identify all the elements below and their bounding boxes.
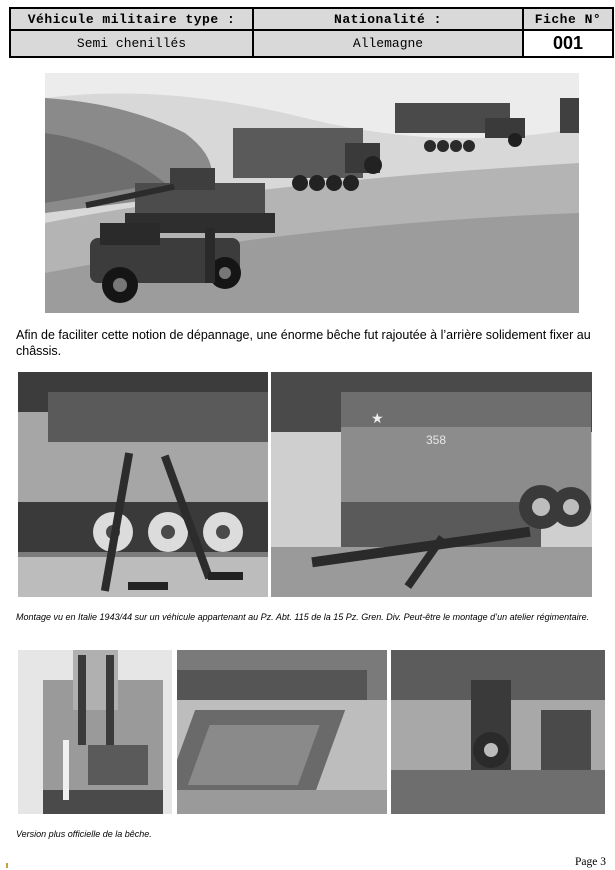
photo-halftrack-rear (271, 372, 592, 597)
caption-official-version: Version plus officielle de la bêche. (16, 829, 152, 839)
photo-halftrack-side (18, 372, 268, 597)
photo-spade-rear-front (18, 650, 172, 814)
label-fiche-number: Fiche N° (523, 8, 613, 30)
caption-italy-montage: Montage vu en Italie 1943/44 sur un véhicule appartenant au Pz. Abt. 115 de la 15 Pz. Gren. Div. Peut-être le montage d’un atelier régimentaire. (16, 612, 590, 622)
value-fiche-number: 001 (523, 30, 613, 57)
label-nationality: Nationalité : (253, 8, 523, 30)
value-nationality: Allemagne (253, 30, 523, 57)
margin-mark (6, 863, 8, 868)
photo-convoy-hill (45, 73, 579, 313)
page-number: Page 3 (575, 856, 606, 868)
vehicle-number-marking: 358 (426, 433, 447, 447)
header-table (9, 7, 614, 58)
photo-spade-mechanism (391, 650, 605, 814)
body-paragraph: Afin de faciliter cette notion de dépannage, une énorme bêche fut rajoutée à l’arrière solidement fixer au châssis. (16, 328, 591, 358)
svg-text:★: ★ (371, 410, 384, 426)
photo-spade-deployed (177, 650, 387, 814)
value-vehicle-type: Semi chenillés (10, 30, 253, 57)
label-vehicle-type: Véhicule militaire type : (10, 8, 253, 30)
